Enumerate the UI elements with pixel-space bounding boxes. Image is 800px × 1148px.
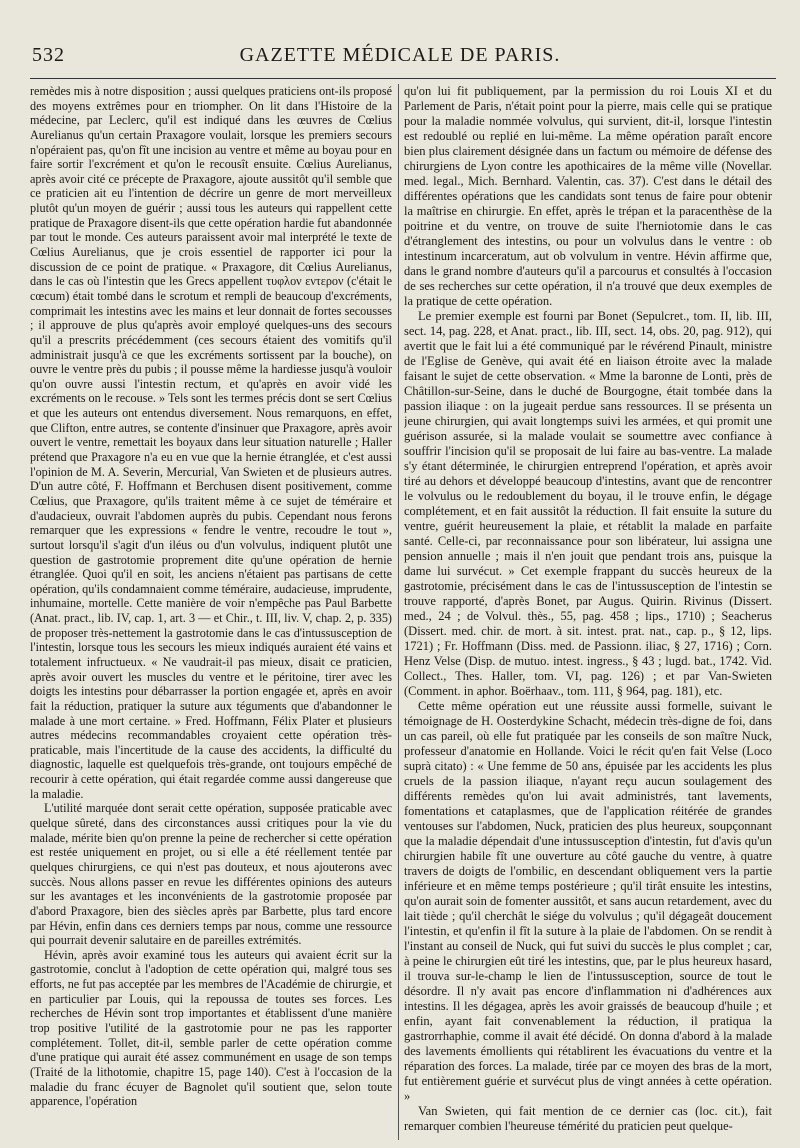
page-header <box>30 44 770 74</box>
right-column <box>404 84 772 1140</box>
paragraph: qu'on lui fit publiquement, par la permission du roi Louis XI et du Parlement de Paris, n'était point pour la pierre, mais celle qui se pratique pour la maladie nommée volvulus, qui survient, dit-il, lorsque l'intestin est redoublé ou replié en lui-même. La même opération paraît encore bien plus clairement désignée dans un factum ou mémoire de défense des chirurgiens de Lyon contre les apothicaires de la même ville (Novellar. med. legal., Mich. Bernhard. Valentin, cas. 37). C'est dans le détail des différentes opérations que les candidats sont tenus de faire pour obtenir la maîtrise en chirurgie. En effet, après le trépan et la paracenthèse de la poitrine et du ventre, on trouve de suite l'herniotomie dans le cas d'étranglement des intestins, ou pour un volvulus dans le ventre : ob intestinum incarceratum, aut ob volvulum in ventre. Hévin affirme que, dans le grand nombre d'auteurs qu'il a parcourus et consultés à l'occasion de ses recherches sur cette opération, il n'a trouvé que deux exemples de la pratique de cette opération. <box>404 84 772 308</box>
left-column <box>30 84 392 1140</box>
paragraph: Van Swieten, qui fait mention de ce dernier cas (loc. cit.), fait remarquer combien l'heureuse témérité du praticien peut quelque- <box>404 1104 772 1133</box>
paragraph: Cette même opération eut une réussite aussi formelle, suivant le témoignage de H. Oosterdykine Schacht, médecin très-digne de foi, dans un cas pareil, où elle fut pratiquée par les conseils de son maître Nuck, professeur d'anatomie en Hollande. Voici le récit qu'en fait Velse (Loco suprà citato) : « Une femme de 50 ans, épuisée par les accidents les plus cruels de la passion iliaque, n'ayant reçu aucun soulagement des différents remèdes qu'on lui avait administrés, tant lavements, fomentations et cataplasmes, que de l'application réitérée de grandes ventouses sur l'abdomen, Nuck, praticien des plus heureux, soupçonnant que la maladie dépendait d'une intussusception d'intestin, fut d'avis qu'un chirurgien habile fît une ouverture au côté gauche du ventre, à quatre travers de doigts de l'ombilic, en descendant obliquement vers la partie inférieure et en même temps postérieure ; qu'il tirât ensuite les intestins, qu'on aurait soin de fomenter aussitôt, et sans aucun retardement, avec du lait tiède ; qu'il cherchât le siége du volvulus ; qu'il dégageât doucement l'intestin, et qu'enfin il fît la suture à la plaie de l'abdomen. On se rendit à l'instant au conseil de Nuck, qui fut suivi du succès le plus complet ; car, à peine le chirurgien eût tiré les intestins, que, par le plus heureux hasard, il trouva sur-le-champ le lien de l'intussusception, source de tout le désordre. Il n'y avait pas encore d'inflammation ni d'adhérences aux intestins. Il les dégagea, après les avoir graissés de beaucoup d'huile ; et enfin, ayant fait convenablement la réduction, il pratiqua la gastrorrhaphie, comme il avait été décidé. On donna d'abord à la malade des lavements émollients qui rétablirent les évacuations du ventre et la réparation des forces. La malade, tirée par ce moyen des bras de la mort, fut entièrement guérie et survécut plus de vingt années à cette opération. » <box>404 699 772 1103</box>
paragraph: Le premier exemple est fourni par Bonet (Sepulcret., tom. II, lib. III, sect. 14, pag. 228, et Anat. pract., lib. III, sect. 14, obs. 20, pag. 912), qui avertit que le fait lui a été communiqué par le révérend Pinault, ministre de l'Eglise de Genève, qui avait été en liaison étroite avec la malade faisant le sujet de cette observation. « Mme la baronne de Lonti, près de Châtillon-sur-Seine, dans le duché de Bourgogne, était tombée dans la passion iliaque : on la jugeait perdue sans ressources. Il se présenta un jeune chirurgien, qui avait longtemps suivi les armées, et qui promit une guérison assurée, si la malade voulait se soumettre avec confiance à souffrir l'incision qu'il se proposait de lui faire au bas-ventre. La malade s'y étant déterminée, le chirurgien entreprend l'opération, et après avoir tiré au dehors et développé beaucoup d'intestins, avant que de rencontrer le volvulus ou le redoublement du boyau, il le trouve enfin, le dégage complétement, et en fait aussitôt la réduction. Il fait ensuite la suture du ventre, guérit heureusement la plaie, et rétablit la malade en parfaite santé. Celle-ci, par reconnaissance pour son libérateur, lui assigna une pension annuelle ; mais il n'en jouit que pendant trois ans, puisque la dame lui survécut. » Cet exemple frappant du succès heureux de la gastrotomie, précisément dans le cas de l'intussusception de l'intestin se trouve rapporté, d'après Bonet, par Augus. Quirin. Rivinus (Dissert. med., 24 ; de Volvul. thès., 55, pag. 458 ; lips., 1710) ; Seacherus (Dissert. med. chir. de mort. à sit. intest. prat. nat., cap. p., § 12, lips. 1721) ; Fr. Hoffmann (Diss. med. de Passionn. iliac, § 27, 1716) ; Corn. Henz Velse (Disp. de mutuo. intest. ingress., § 43 ; lugd. bat., 1742. Vid. Collect., Thes. Haller, tom. VI, pag. 126) ; et par Van-Swieten (Comment. in aphor. Boërhaav., tom. 111, § 964, pag. 181), etc. <box>404 309 772 698</box>
column-divider <box>398 84 399 1140</box>
paragraph: L'utilité marquée dont serait cette opération, supposée praticable avec quelque sûreté, dans des circonstances aussi critiques pour la vie du malade, mérite bien qu'on prenne la peine de rechercher si cette opération est restée uniquement en projet, ou si elle a été réellement tentée par quelques chirurgiens, ce qui n'est pas douteux, et nous ajouterons avec succès. Nous allons passer en revue les différentes opinions des auteurs sur les avantages et les inconvénients de la gastrotomie proposée par d'abord Praxagore, bien des siècles après par Barbette, plus tard encore par Hévin, enfin dans ces derniers temps par nous, comme une ressource qui pourrait devenir salutaire en de pareilles extrémités. <box>30 801 392 948</box>
header-rule <box>30 78 776 79</box>
paragraph: remèdes mis à notre disposition ; aussi quelques praticiens ont-ils proposé des moyens extrêmes pour en triompher. On lit dans l'Histoire de la médecine, par Leclerc, qu'il est indiqué dans les œuvres de Cœlius Aurelianus qu'un certain Praxagore voulait, lorsque les premiers secours n'opéraient pas, qu'on fît une incision au ventre et même au boyau pour en faire sortir l'excrément et qu'on le recousît ensuite. Cœlius Aurelianus, après avoir cité ce précepte de Praxagore, ajoute aussitôt qu'il semble que ce praticien ait eu l'intention de décrire un genre de mort merveilleux plutôt qu'un moyen de guérir ; aussi tous les auteurs qui rappellent cette pratique de Praxagore disent-ils que cette opération hardie fut abandonnée par tout le monde. Ces auteurs paraissent avoir mal interprété le texte de Cœlius Aurelianus, que je crois essentiel de rapporter ici pour la discussion de ce point de pratique. « Praxagore, dit Cœlius Aurelianus, dans le cas où l'intestin que les Grecs appellent τυφλον εντερον (c'était le cœcum) était tombé dans le scrotum et rempli de beaucoup d'excréments, comprimait les intestins avec les mains et leur donnait de fortes secousses ; il approuve de plus qu'après avoir employé quelques-uns des secours qu'il a prescrits précédemment (ces secours étaient des vomitifs qu'il administrait jusqu'à ce que les excréments sortissent par la bouche), on ouvre le ventre près du pubis ; il pousse même la hardiesse jusqu'à vouloir qu'on ouvre aussi l'intestin rectum, et qu'après en avoir vidé les excréments on le recouse. » Tels sont les termes précis dont se sert Cœlius et que les auteurs ont entendus diversement. Nous remarquons, en effet, que Clifton, entre autres, se contente d'insinuer que Praxagore, après avoir ouvert le ventre, remettait les boyaux dans leur situation naturelle ; Haller prétend que Praxagore n'a eu en vue que la hernie étranglée, et c'est aussi l'opinion de M. A. Severin, Mercurial, Van Swieten et de plusieurs autres. D'un autre côté, F. Hoffmann et Berchusen disent positivement, comme Cœlius, que Praxagore, qu'ils traitent même à ce sujet de téméraire et d'audacieux, ouvrait l'abdomen auprès du pubis. Cependant nous ferons remarquer que les expressions « fendre le ventre, recoudre le tout », surtout lorsqu'il s'agit d'un iléus ou d'un volvulus, indiquent plutôt une question de gastrotomie proprement dite qu'une opération de hernie étranglée. Quoi qu'il en soit, les anciens n'étaient pas partisans de cette opération, qu'ils condamnaient comme téméraire, audacieuse, imprudente, inhumaine, mortelle. Cette manière de voir n'empêche pas Paul Barbette (Anat. pract., lib. IV, cap. 1, art. 3 — et Chir., t. III, liv. V, chap. 2, p. 335) de proposer très-nettement la gastrotomie dans le cas d'intussusception de l'intestin, lorsque tous les secours les mieux indiqués auraient été vains et totalement infructueux. « Ne vaudrait-il pas mieux, disait ce praticien, après avoir ouvert les muscles du ventre et le péritoine, tirer avec les doigts les intestins pour débarrasser la portion engagée et, après en avoir fait la réduction, pratiquer la suture aux téguments que d'abandonner le malade à une mort certaine. » Fred. Hoffmann, Félix Plater et plusieurs autres médecins recommandables croyaient cette opération très-praticable, mais l'incertitude de la cause des accidents, la difficulté du diagnostic, laquelle est quelquefois très-grande, ont toujours empêché de recourir à cette opération, qui était regardée comme aussi dangereuse que la maladie. <box>30 84 392 801</box>
paragraph: Hévin, après avoir examiné tous les auteurs qui avaient écrit sur la gastrotomie, conclut à l'adoption de cette opération qui, malgré tous ses efforts, ne fut pas acceptée par les membres de l'Académie de chirurgie, et en particulier par Louis, qui la repoussa de toutes ses forces. Les recherches de Hévin sont trop importantes et établissent d'une manière trop positive l'utilité de la gastrotomie pour ne pas les rapporter complétement. Tollet, dit-il, semble parler de cette opération comme d'une pratique qui aurait été assez communément en usage de son temps (Traité de la lithotomie, chapitre 15, page 140). C'est à l'occasion de la maladie du franc écuyer de Bagnolet qu'il soutient que, selon toute apparence, l'opération <box>30 947 392 1109</box>
page-number: 532 <box>32 44 65 66</box>
journal-title: GAZETTE MÉDICALE DE PARIS. <box>239 44 561 66</box>
